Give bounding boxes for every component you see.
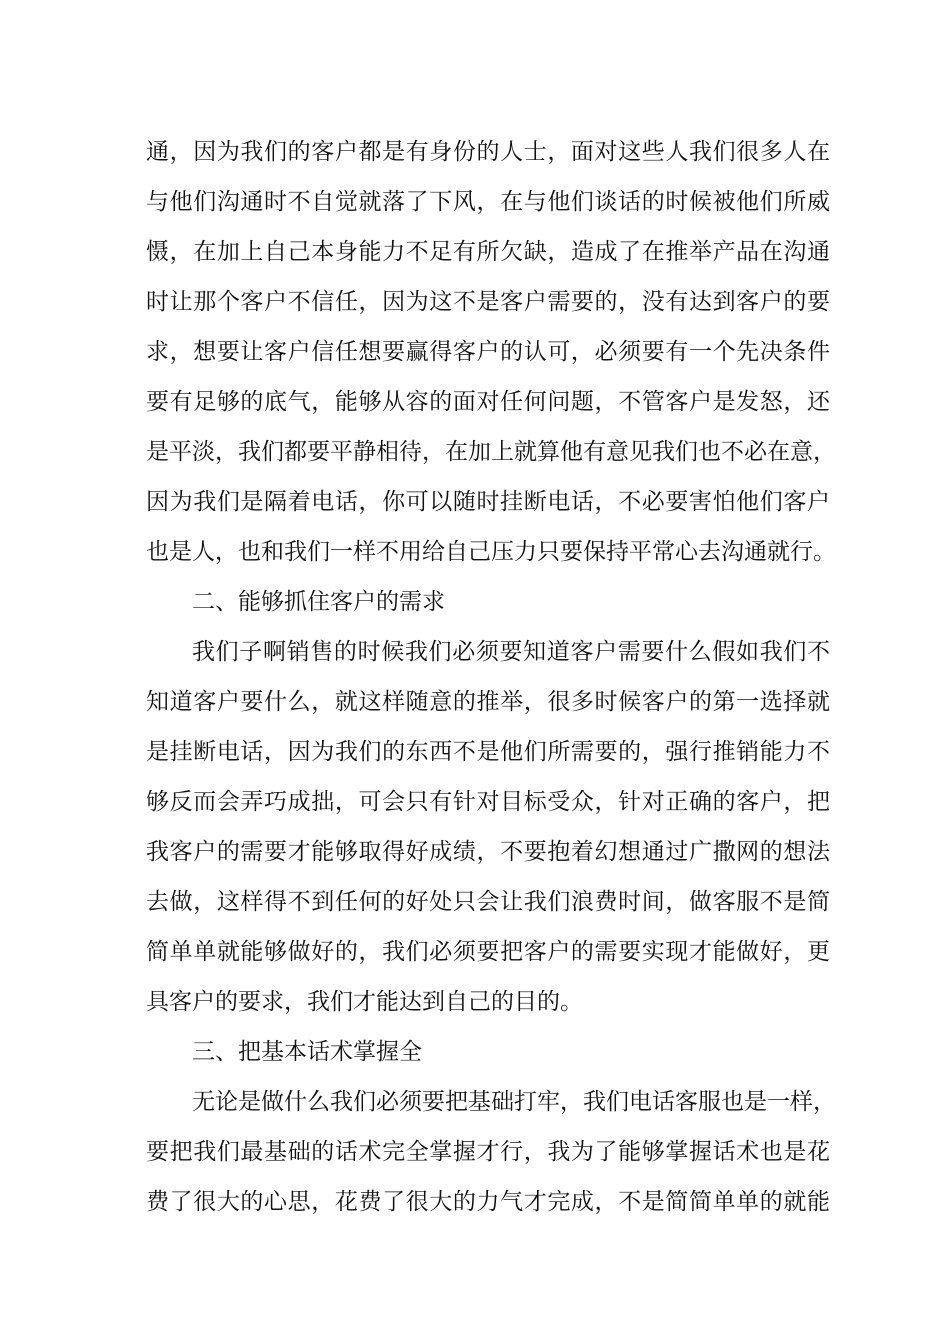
paragraph-3-line-2: 要把我们最基础的话术完全掌握才行，我为了能够掌握话术也是花 <box>146 1139 830 1165</box>
paragraph-2-line-4: 够反而会弄巧成拙，可会只有针对目标受众，针对正确的客户，把 <box>146 789 830 815</box>
paragraph-1-line-3: 慑，在加上自己本身能力不足有所欠缺，造成了在推举产品在沟通 <box>146 239 830 265</box>
paragraph-2-line-1: 我们子啊销售的时候我们必须要知道客户需要什么假如我们不 <box>192 639 830 665</box>
paragraph-1-line-7: 是平淡，我们都要平静相待，在加上就算他有意见我们也不必在意， <box>146 439 836 465</box>
section-heading-3: 三、把基本话术掌握全 <box>192 1039 422 1065</box>
paragraph-1-line-4: 时让那个客户不信任，因为这不是客户需要的，没有达到客户的要 <box>146 289 830 315</box>
paragraph-1-line-5: 求，想要让客户信任想要赢得客户的认可，必须要有一个先决条件 <box>146 339 830 365</box>
paragraph-2-line-8: 具客户的要求，我们才能达到自己的目的。 <box>146 989 583 1015</box>
paragraph-1-line-2: 与他们沟通时不自觉就落了下风，在与他们谈话的时候被他们所威 <box>146 189 830 215</box>
paragraph-2-line-6: 去做，这样得不到任何的好处只会让我们浪费时间，做客服不是简 <box>146 889 830 915</box>
paragraph-1-line-8: 因为我们是隔着电话，你可以随时挂断电话，不必要害怕他们客户 <box>146 489 830 515</box>
paragraph-3-line-1: 无论是做什么我们必须要把基础打牢，我们电话客服也是一样， <box>192 1089 836 1115</box>
section-heading-2: 二、能够抓住客户的需求 <box>192 589 445 615</box>
paragraph-2-line-7: 简单单就能够做好的，我们必须要把客户的需要实现才能做好，更 <box>146 939 830 965</box>
paragraph-2-line-3: 是挂断电话，因为我们的东西不是他们所需要的，强行推销能力不 <box>146 739 830 765</box>
paragraph-2-line-5: 我客户的需要才能够取得好成绩，不要抱着幻想通过广撒网的想法 <box>146 839 830 865</box>
paragraph-1-line-1: 通，因为我们的客户都是有身份的人士，面对这些人我们很多人在 <box>146 139 830 165</box>
paragraph-2-line-2: 知道客户要什么，就这样随意的推举，很多时候客户的第一选择就 <box>146 689 830 715</box>
paragraph-1-line-6: 要有足够的底气，能够从容的面对任何问题，不管客户是发怒，还 <box>146 389 830 415</box>
paragraph-3-line-3: 费了很大的心思，花费了很大的力气才完成，不是简简单单的就能 <box>146 1189 830 1215</box>
paragraph-1-line-9: 也是人，也和我们一样不用给自己压力只要保持平常心去沟通就行。 <box>146 539 836 565</box>
